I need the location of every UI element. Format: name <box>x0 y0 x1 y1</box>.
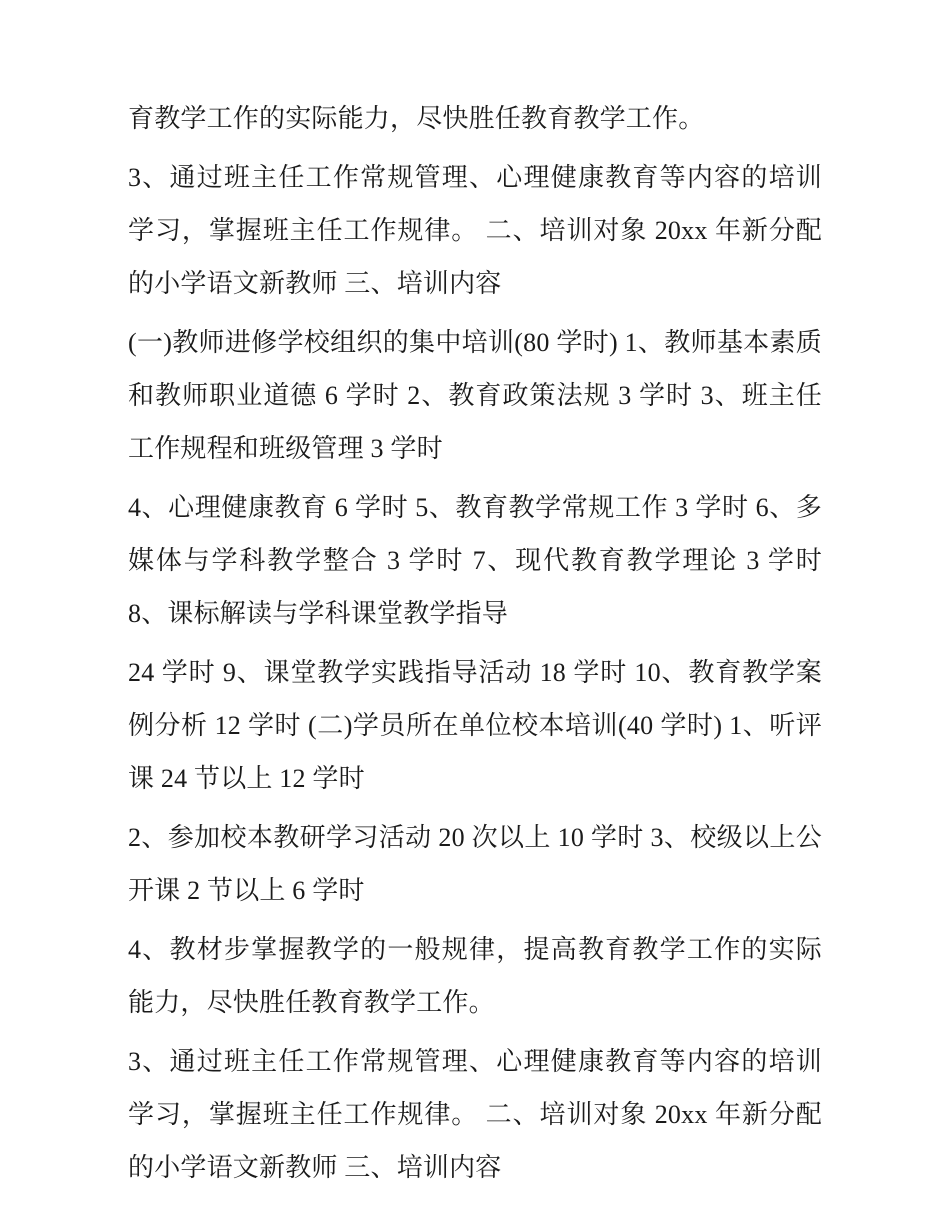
paragraph: 2、参加校本教研学习活动 20 次以上 10 学时 3、校级以上公开课 2 节以上 6 学时 <box>128 823 822 905</box>
paragraph: 24 学时 9、课堂教学实践指导活动 18 学时 10、教育教学案例分析 12 学时 (二)学员所在单位校本培训(40 学时) 1、听评课 24 节以上 12 学时 <box>128 658 822 793</box>
document-text-body <box>128 92 822 1194</box>
paragraph: 3、通过班主任工作常规管理、心理健康教育等内容的培训学习，掌握班主任工作规律。 二、培训对象 20xx 年新分配的小学语文新教师 三、培训内容 <box>128 163 822 298</box>
paragraph: 3、通过班主任工作常规管理、心理健康教育等内容的培训学习，掌握班主任工作规律。 二、培训对象 20xx 年新分配的小学语文新教师 三、培训内容 <box>128 1047 822 1182</box>
paragraph: 育教学工作的实际能力，尽快胜任教育教学工作。 <box>128 104 705 133</box>
paragraph: 4、教材步掌握教学的一般规律，提高教育教学工作的实际能力，尽快胜任教育教学工作。 <box>128 935 822 1017</box>
paragraph: (一)教师进修学校组织的集中培训(80 学时) 1、教师基本素质和教师职业道德 6 学时 2、教育政策法规 3 学时 3、班主任工作规程和班级管理 3 学时 <box>128 328 822 463</box>
paragraph: 4、心理健康教育 6 学时 5、教育教学常规工作 3 学时 6、多媒体与学科教学整合 3 学时 7、现代教育教学理论 3 学时 8、课标解读与学科课堂教学指导 <box>128 493 822 628</box>
